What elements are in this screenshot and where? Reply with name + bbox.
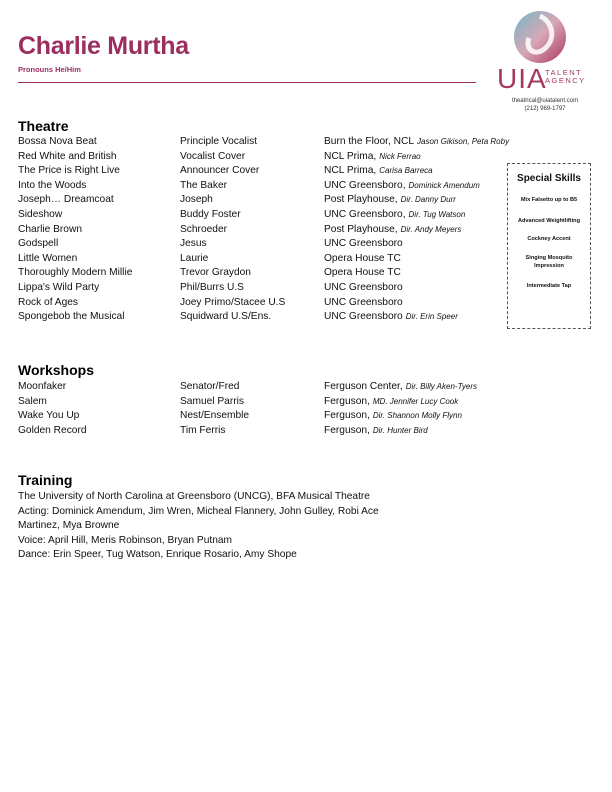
- credit-director: Dir. Tug Watson: [408, 209, 466, 219]
- credit-role: Nest/Ensemble: [180, 410, 250, 422]
- credit-show: Spongebob the Musical: [18, 311, 125, 323]
- credit-venue-cell: [324, 165, 433, 176]
- training-line: Voice: April Hill, Meris Robinson, Bryan Putnam: [18, 534, 233, 546]
- credit-show: Godspell: [18, 238, 59, 250]
- credit-venue-cell: [324, 282, 406, 293]
- credit-show: Moonfaker: [18, 381, 67, 392]
- credit-venue: Opera House TC: [324, 267, 401, 279]
- credit-show: Red White and British: [18, 150, 117, 162]
- credit-venue: UNC Greensboro,: [324, 179, 406, 191]
- credit-venue: UNC Greensboro: [324, 238, 403, 250]
- credit-venue-cell: [324, 396, 458, 407]
- credit-role: Senator/Fred: [180, 381, 240, 392]
- special-skills-title: Special Skills: [517, 173, 581, 184]
- credit-director: Dir. Hunter Bird: [372, 425, 428, 435]
- credit-show: Thoroughly Modern Millie: [18, 267, 133, 279]
- credit-venue-cell: [324, 180, 480, 191]
- credit-venue: Ferguson,: [324, 424, 370, 436]
- credit-director: Carisa Barreca: [379, 166, 433, 176]
- credit-show: Rock of Ages: [18, 296, 79, 308]
- section-title-theatre: Theatre: [18, 118, 69, 134]
- credit-venue-cell: [324, 194, 456, 205]
- pronouns: Pronouns He/Him: [18, 65, 81, 74]
- credit-venue-cell: [324, 267, 404, 278]
- credit-role: Trevor Graydon: [180, 267, 251, 279]
- credit-venue: NCL Prima,: [324, 165, 377, 177]
- section-title-workshops: Workshops: [18, 362, 94, 378]
- credit-role: Samuel Parris: [180, 395, 244, 407]
- special-skills-box: [507, 163, 591, 329]
- credit-role: Schroeder: [180, 223, 228, 235]
- workshop-credits: [18, 381, 508, 439]
- credit-row: [18, 297, 508, 312]
- credit-venue: Ferguson,: [324, 410, 370, 422]
- credit-role: Joseph: [180, 194, 213, 206]
- credit-venue-cell: [324, 238, 406, 249]
- agency-email[interactable]: theatrical@uiatalent.com: [511, 98, 579, 104]
- skill-item: Mix Falsetto up to B5: [520, 197, 578, 203]
- resume-name: Charlie Murtha: [18, 32, 189, 60]
- credit-venue-cell: [324, 311, 458, 322]
- credit-venue: Post Playhouse,: [324, 194, 398, 206]
- credit-show: The Price is Right Live: [18, 165, 120, 177]
- credit-role: Vocalist Cover: [180, 150, 246, 162]
- credit-row: [18, 209, 508, 224]
- credit-role: Tim Ferris: [180, 424, 226, 436]
- credit-show: Wake You Up: [18, 410, 80, 422]
- credit-venue: NCL Prima,: [324, 150, 377, 162]
- credit-role: The Baker: [180, 179, 227, 191]
- credit-venue-cell: [324, 425, 428, 436]
- credit-show: Joseph… Dreamcoat: [18, 194, 114, 206]
- credit-row: [18, 396, 508, 411]
- credit-show: Sideshow: [18, 208, 63, 220]
- credit-venue: Burn the Floor, NCL: [324, 136, 415, 147]
- credit-show: Charlie Brown: [18, 223, 82, 235]
- credit-venue-cell: [324, 381, 477, 392]
- agency-logo-text: TALENT AGENCY: [545, 68, 586, 85]
- credit-director: Dir. Erin Speer: [405, 312, 458, 322]
- credit-venue-cell: [324, 209, 465, 220]
- credit-row: [18, 151, 508, 166]
- credit-show: Bossa Nova Beat: [18, 136, 97, 147]
- credit-show: Little Women: [18, 252, 78, 264]
- agency-phone: (212) 969-1797: [524, 106, 566, 112]
- credit-venue: UNC Greensboro: [324, 281, 403, 293]
- agency-logo: [497, 10, 593, 115]
- credit-row: [18, 311, 508, 326]
- credit-row: [18, 381, 508, 396]
- credit-show: Into the Woods: [18, 179, 87, 191]
- credit-role: Principle Vocalist: [180, 136, 258, 147]
- credit-row: [18, 136, 508, 151]
- credit-director: Dir. Shannon Molly Flynn: [372, 411, 462, 421]
- credit-venue: Opera House TC: [324, 252, 401, 264]
- credit-show: Salem: [18, 395, 47, 407]
- training-line: Dance: Erin Speer, Tug Watson, Enrique Rosario, Amy Shope: [18, 549, 297, 560]
- credit-director: Dir. Andy Meyers: [400, 224, 462, 234]
- training-line: Acting: Dominick Amendum, Jim Wren, Micheal Flannery, John Gulley, Robi Ace Martinez, Mya Browne: [18, 505, 379, 531]
- credit-director: Nick Ferrao: [379, 151, 421, 161]
- credit-venue: Ferguson,: [324, 395, 370, 407]
- agency-logo-uia: UIA: [497, 63, 547, 94]
- training-details: [18, 490, 418, 563]
- credit-row: [18, 425, 508, 440]
- training-line: The University of North Carolina at Greensboro (UNCG), BFA Musical Theatre: [18, 491, 370, 502]
- credit-row: [18, 180, 508, 195]
- credit-venue-cell: [324, 224, 461, 235]
- credit-director: Dir. Danny Durr: [400, 195, 456, 205]
- credit-director: Jason Gikison, Peta Roby: [417, 137, 510, 146]
- credit-role: Squidward U.S/Ens.: [180, 311, 272, 323]
- credit-row: [18, 224, 508, 239]
- skill-item: Advanced Weightlifting: [517, 218, 581, 224]
- credit-venue: Ferguson Center,: [324, 381, 403, 392]
- credit-row: [18, 253, 508, 268]
- theatre-credits: [18, 136, 508, 326]
- credit-director: Dominick Amendum: [408, 180, 480, 190]
- credit-row: [18, 165, 508, 180]
- credit-row: [18, 410, 508, 425]
- credit-role: Jesus: [180, 238, 207, 250]
- credit-venue: UNC Greensboro,: [324, 208, 406, 220]
- credit-row: [18, 267, 508, 282]
- agency-logo-circle-icon: [513, 10, 567, 64]
- skill-item: Singing Mosquito Impression: [525, 255, 573, 269]
- credit-role: Joey Primo/Stacee U.S: [180, 296, 286, 308]
- credit-role: Laurie: [180, 252, 209, 264]
- credit-venue: UNC Greensboro: [324, 311, 403, 323]
- section-title-training: Training: [18, 472, 73, 488]
- header-divider: [18, 82, 476, 83]
- credit-venue: UNC Greensboro: [324, 296, 403, 308]
- credit-role: Announcer Cover: [180, 165, 260, 177]
- credit-role: Buddy Foster: [180, 208, 241, 220]
- credit-row: [18, 238, 508, 253]
- credit-row: [18, 194, 508, 209]
- skill-item: Cockney Accent: [527, 236, 571, 242]
- credit-director: MD. Jennifer Lucy Cook: [372, 396, 459, 406]
- credit-role: Phil/Burrs U.S: [180, 281, 244, 293]
- credit-director: Dir. Billy Aken-Tyers: [405, 382, 477, 391]
- skill-item: Intermediate Tap: [526, 283, 572, 289]
- credit-show: Lippa's Wild Party: [18, 281, 100, 293]
- credit-venue: Post Playhouse,: [324, 223, 398, 235]
- credit-venue-cell: [324, 410, 462, 421]
- credit-venue-cell: [324, 136, 509, 147]
- credit-show: Golden Record: [18, 424, 87, 436]
- credit-venue-cell: [324, 297, 406, 308]
- credit-row: [18, 282, 508, 297]
- credit-venue-cell: [324, 253, 404, 264]
- credit-venue-cell: [324, 151, 421, 162]
